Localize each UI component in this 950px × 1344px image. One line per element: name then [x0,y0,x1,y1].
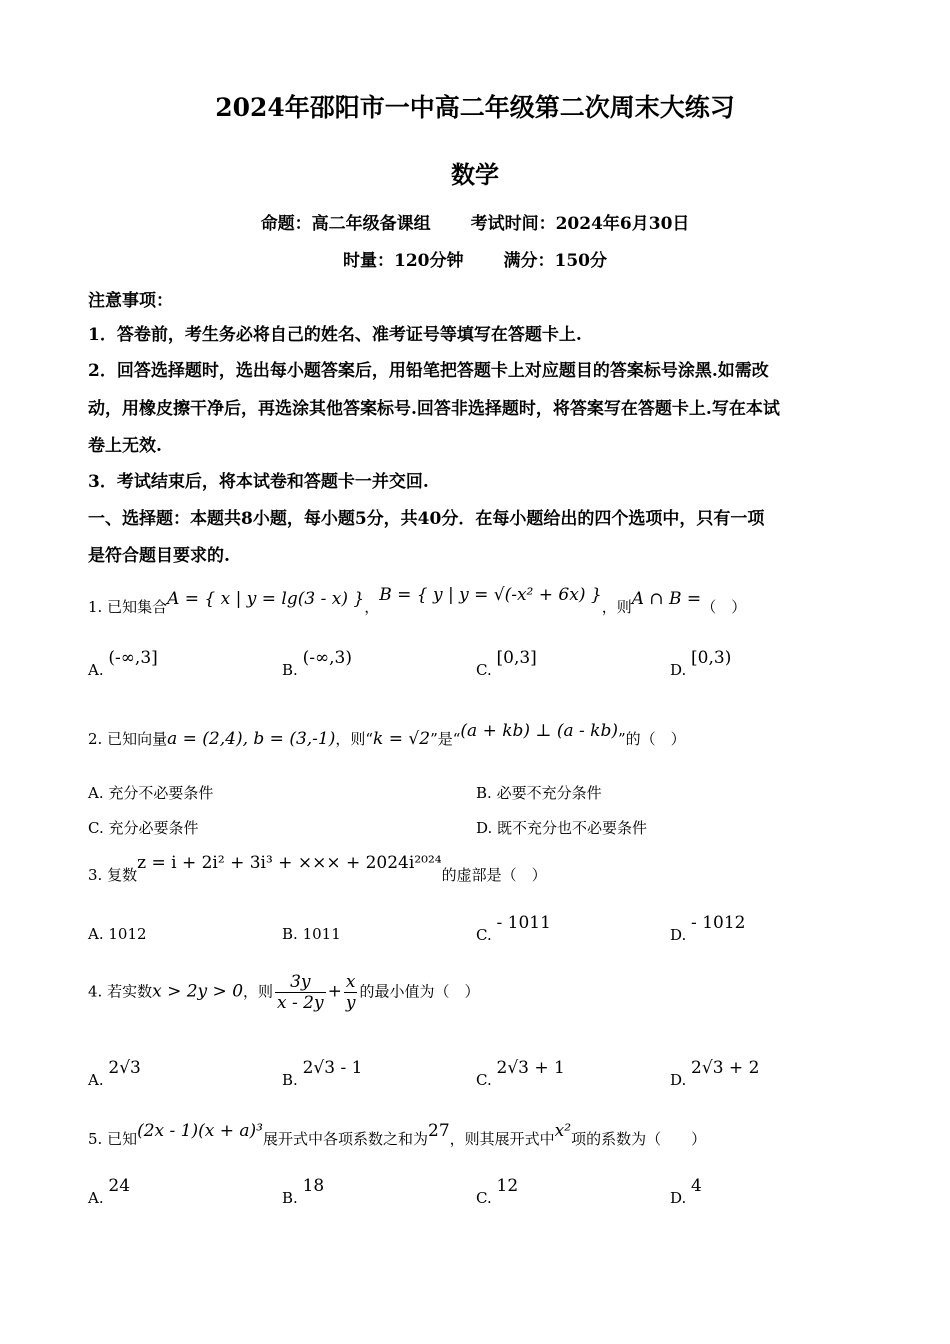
question-2-option-c [88,817,199,838]
question-1-set-b: B = { y | y = √(-x² + 6x) } [379,585,602,605]
question-1-option-b [282,648,352,680]
question-2-end: ”的（ ） [617,730,686,748]
option-value: (-∞,3) [302,648,352,668]
question-5-prefix: 5. 已知 [88,1130,138,1148]
question-3 [88,853,547,885]
exam-date: 考试时间：2024年6月30日 [470,214,690,234]
question-5-sum: 27 [428,1121,450,1141]
question-2-expr: (a + kb) ⊥ (a - kb) [460,721,618,741]
question-1-option-a [88,648,158,680]
option-value: 2√3 - 1 [302,1058,363,1078]
notes-heading: 注意事项： [88,291,173,311]
question-2-mid-1: ，则“ [335,730,374,748]
fraction-denominator: y [345,993,356,1013]
question-5-mid-2: ，则其展开式中 [449,1130,555,1148]
question-2-option-b [476,782,602,803]
question-3-option-b [282,925,341,943]
note-3: 3．考试结束后，将本试卷和答题卡一并交回. [88,472,429,492]
question-3-option-d [670,913,746,945]
question-2-option-d [476,817,647,838]
question-1-option-c [476,648,537,680]
question-1-paren: （ ） [701,598,747,616]
option-letter: B. [476,784,492,802]
exam-subject: 数学 [451,160,499,189]
question-4-prefix: 4. 若实数 [88,982,153,1001]
question-3-expr: z = i + 2i² + 3i³ + ××× + 2024i²⁰²⁴ [137,853,442,873]
exam-title: 2024年邵阳市一中高二年级第二次周末大练习 [215,93,735,122]
question-5-option-d [670,1176,702,1208]
question-5-suffix: 项的系数为（ ） [571,1130,707,1148]
question-5-term: x² [554,1121,572,1141]
fraction-numerator: 3y [275,972,326,993]
question-1-then: ，则 [601,598,632,616]
option-letter: C. [88,819,104,837]
exam-meta-line-2 [0,246,950,271]
question-1-set-a: A = { x | y = lg(3 - x) } [167,589,365,609]
question-4-option-b [282,1058,363,1090]
exam-meta-line-1 [0,209,950,234]
question-4-fraction-2 [344,972,358,1013]
question-5-option-c [476,1176,519,1208]
option-letter: C. [476,1189,492,1207]
option-value: - 1011 [496,913,551,933]
question-1-comma: ， [364,598,380,616]
question-5 [88,1121,707,1149]
question-4-plus: + [327,981,342,1002]
option-value: 充分必要条件 [108,819,199,837]
section-1-heading: 一、选择题：本题共8小题，每小题5分，共40分．在每小题给出的四个选项中，只有一项 [88,509,765,529]
option-letter: C. [476,1071,492,1089]
option-value: 2√3 + 2 [691,1058,760,1078]
question-1-expr: A ∩ B = [631,589,702,609]
option-letter: B. [282,925,298,943]
fraction-denominator: x - 2y [277,993,324,1013]
option-value: 1011 [302,925,341,943]
exam-full-score: 满分：150分 [503,251,607,271]
question-1-prefix: 1. 已知集合 [88,598,168,616]
question-4-fraction-1 [275,972,326,1013]
option-letter: B. [282,1189,298,1207]
option-value: [0,3] [496,648,537,668]
option-letter: A. [88,661,104,679]
option-value: 18 [302,1176,325,1196]
question-3-option-c [476,913,551,945]
question-2-prefix: 2. 已知向量 [88,730,168,748]
question-3-option-a [88,925,147,943]
question-2-option-a [88,782,213,803]
option-value: 2√3 [108,1058,141,1078]
question-5-expr: (2x - 1)(x + a)³ [137,1121,263,1141]
option-value: - 1012 [691,913,746,933]
option-value: (-∞,3] [108,648,158,668]
option-letter: D. [670,926,687,944]
option-letter: C. [476,661,492,679]
question-5-mid: 展开式中各项系数之和为 [262,1130,428,1148]
question-3-suffix: 的虚部是（ ） [441,866,547,884]
question-2-vectors: a = (2,4), b = (3,-1) [167,729,336,749]
fraction-numerator: x [344,972,358,993]
option-value: 2√3 + 1 [496,1058,565,1078]
option-letter: D. [476,819,493,837]
option-letter: D. [670,661,687,679]
question-1 [88,585,747,617]
question-1-option-d [670,648,732,680]
option-letter: A. [88,1071,104,1089]
section-1-heading-cont: 是符合题目要求的. [88,546,230,566]
option-value: 必要不充分条件 [496,784,602,802]
question-4-mid: ，则 [243,982,274,1001]
option-value: [0,3) [691,648,732,668]
question-5-option-b [282,1176,325,1208]
option-value: 12 [496,1176,519,1196]
option-value: 既不充分也不必要条件 [497,819,648,837]
option-letter: A. [88,784,104,802]
option-letter: B. [282,1071,298,1089]
question-2-mid-2: ”是“ [430,730,461,748]
question-4-condition: x > 2y > 0 [152,981,244,1002]
question-4 [88,972,479,1013]
question-4-option-d [670,1058,760,1090]
question-4-suffix: 的最小值为（ ） [359,982,480,1001]
question-5-option-a [88,1176,131,1208]
option-letter: D. [670,1189,687,1207]
option-value: 24 [108,1176,131,1196]
option-letter: A. [88,1189,104,1207]
question-3-prefix: 3. 复数 [88,866,138,884]
option-value: 充分不必要条件 [108,784,214,802]
option-letter: D. [670,1071,687,1089]
question-4-option-c [476,1058,565,1090]
question-2 [88,721,686,749]
note-2-line-3: 卷上无效. [88,436,162,456]
note-1: 1．答卷前，考生务必将自己的姓名、准考证号等填写在答题卡上. [88,325,582,345]
option-value: 1012 [108,925,147,943]
option-letter: C. [476,926,492,944]
option-value: 4 [691,1176,702,1196]
exam-duration: 时量：120分钟 [343,251,464,271]
note-2-line-2: 动，用橡皮擦干净后，再选涂其他答案标号.回答非选择题时，将答案写在答题卡上.写在本试 [88,399,780,419]
option-letter: A. [88,925,104,943]
question-2-condition: k = √2 [373,729,431,749]
note-2-line-1: 2．回答选择题时，选出每小题答案后，用铅笔把答题卡上对应题目的答案标号涂黑.如需改 [88,361,769,381]
exam-author: 命题：高二年级备课组 [260,214,431,234]
option-letter: B. [282,661,298,679]
question-4-option-a [88,1058,141,1090]
